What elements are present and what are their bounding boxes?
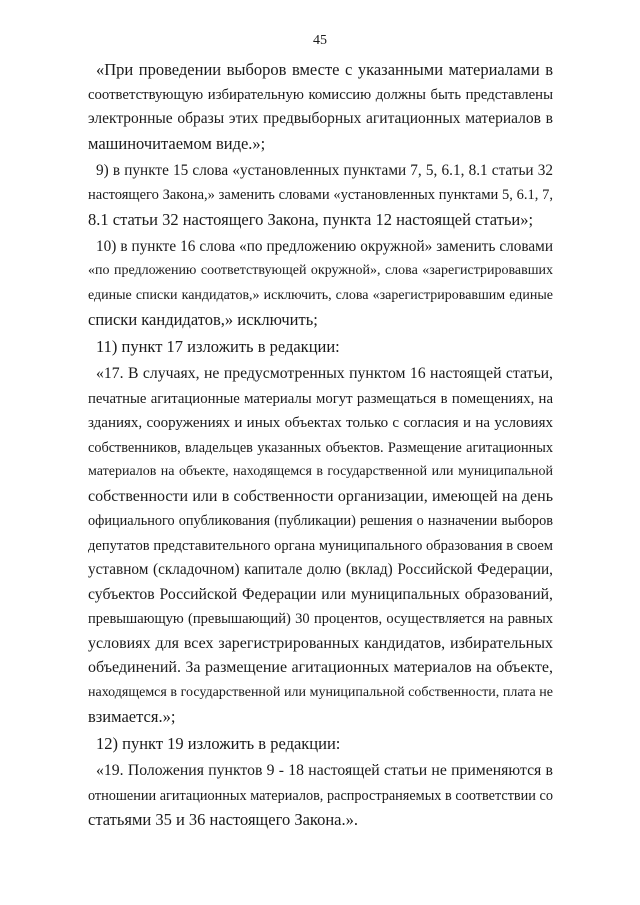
text-line: машиночитаемом виде.»; [88, 133, 266, 153]
paragraph-item-11 [88, 335, 553, 360]
text-line: уставном (складочном) капитале долю (вклад) Российской Федерации, [88, 561, 553, 578]
text-line: собственности или в собственности организации, имеющей на день [88, 487, 553, 505]
text-line: находящемся в государственной или муниципальной собственности, плата не [88, 684, 553, 700]
text-line: депутатов представительного органа муниципального образования в своем [88, 537, 553, 554]
text-line: 10) в пункте 16 слова «по предложению окружной» заменить словами [96, 237, 553, 255]
paragraph-quote-19 [88, 759, 553, 833]
text-line: соответствующую избирательную комиссию должны быть представлены [88, 86, 553, 103]
paragraph-item-12 [88, 732, 553, 757]
text-line: официального опубликования (публикации) решения о назначении выборов [88, 513, 553, 529]
paragraph-quote-materials [88, 58, 553, 156]
text-line: 11) пункт 17 изложить в редакции: [96, 337, 340, 356]
text-line: материалов на объекте, находящемся в государственной или муниципальной [88, 464, 553, 479]
text-line: статьями 35 и 36 настоящего Закона.». [88, 810, 358, 829]
text-line: 12) пункт 19 изложить в редакции: [96, 734, 341, 753]
text-line: настоящего Закона,» заменить словами «установленных пунктами 5, 6.1, 7, [88, 187, 553, 203]
text-line: единые списки кандидатов,» исключить, слова «зарегистрировавшим единые [88, 287, 553, 303]
text-line: «17. В случаях, не предусмотренных пунктом 16 настоящей статьи, [96, 365, 553, 382]
text-line: 8.1 статьи 32 настоящего Закона, пункта 12 настоящей статьи»; [88, 209, 534, 229]
text-line: объединений. За размещение агитационных материалов на объекте, [88, 659, 553, 676]
text-line: субъектов Российской Федерации или муниципальных образований, [88, 585, 553, 603]
text-line: списки кандидатов,» исключить; [88, 310, 318, 329]
text-line: превышающую (превышающий) 30 процентов, осуществляется на равных [88, 611, 553, 627]
document-body [88, 58, 553, 833]
paragraph-item-10 [88, 235, 553, 333]
text-line: печатные агитационные материалы могут размещаться в помещениях, на [88, 390, 553, 407]
text-line: отношении агитационных материалов, распространяемых в соответствии со [88, 787, 553, 804]
text-line: электронные образы этих предвыборных агитационных материалов в [88, 110, 553, 127]
text-line: «по предложению соответствующей окружной», слова «зарегистрировавших [88, 263, 553, 278]
text-line: 9) в пункте 15 слова «установленных пунктами 7, 5, 6.1, 8.1 статьи 32 [96, 161, 553, 179]
text-line: «При проведении выборов вместе с указанными материалами в [96, 60, 553, 79]
page-number: 45 [313, 33, 327, 48]
text-line: условиях для всех зарегистрированных кандидатов, избирательных [88, 634, 553, 652]
text-line: зданиях, сооружениях и иных объектах только с согласия и на условиях [88, 415, 553, 431]
text-line: «19. Положения пунктов 9 - 18 настоящей статьи не применяются в [96, 762, 553, 779]
paragraph-item-9 [88, 159, 553, 233]
text-line: взимается.»; [88, 707, 176, 726]
text-line: собственников, владельцев указанных объектов. Размещение агитационных [88, 439, 553, 456]
paragraph-quote-17 [88, 362, 553, 730]
